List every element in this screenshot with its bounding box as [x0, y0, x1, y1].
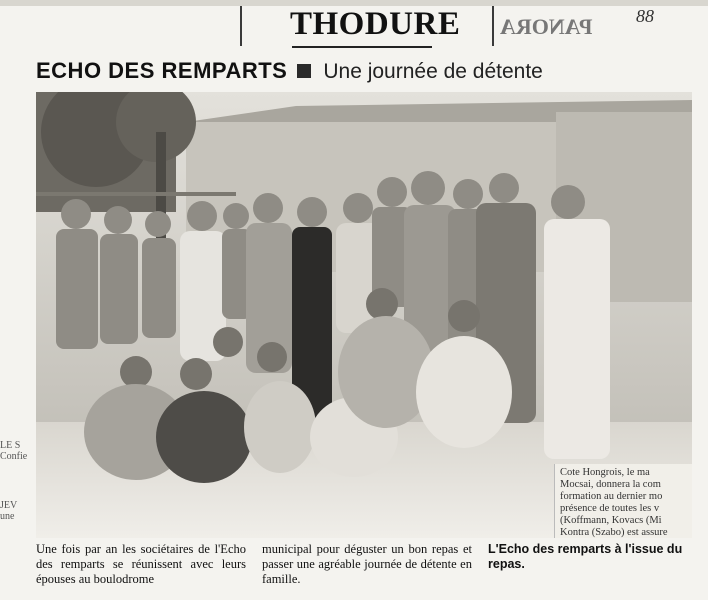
inset-text-fragment: Cote Hongrois, le ma Mocsai, donnera la com formation au dernier mo présence de toutes les v (Koffmann, Kovacs (Mi Kontra (Szabo) est assure: [554, 464, 692, 538]
square-bullet-icon: [297, 64, 311, 78]
caption-column-1: Une fois par an les sociétaires de l'Echo des remparts se réunissent avec leurs épouses au boulodrome: [36, 542, 246, 586]
photo-legend: L'Echo des remparts à l'issue du repas.: [488, 542, 683, 571]
article-subtitle: Une journée de détente: [323, 60, 543, 83]
rubric-title: ECHO DES REMPARTS: [36, 58, 288, 83]
column-rule: [492, 6, 494, 46]
bleedthrough-text: PANORA: [500, 14, 593, 39]
headline: [36, 58, 543, 84]
column-rule: [240, 6, 242, 46]
group-photo: [36, 92, 692, 538]
masthead: THODURE: [290, 6, 461, 42]
caption-column-2: municipal pour déguster un bon repas et passer une agréable journée de détente en famille.: [262, 542, 472, 586]
margin-fragment: JEV une: [0, 500, 18, 522]
margin-fragment: LE S Confie: [0, 440, 28, 462]
page-number: 88: [636, 6, 654, 26]
masthead-underline: [292, 46, 432, 48]
